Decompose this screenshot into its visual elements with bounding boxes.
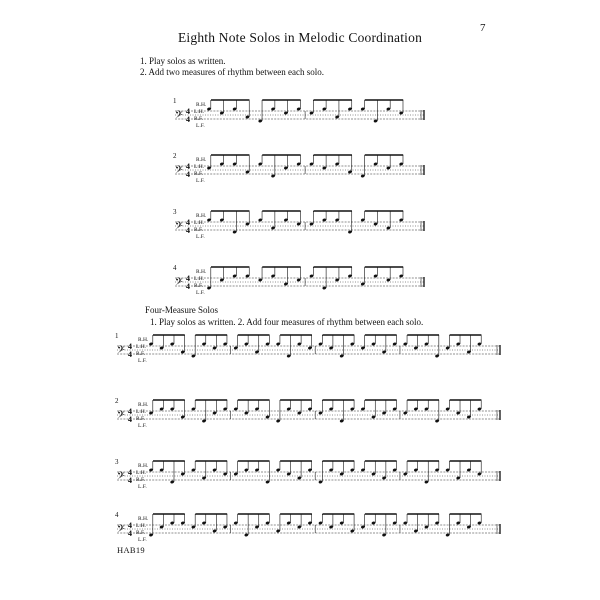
time-signature-top: 4 <box>128 342 132 351</box>
limb-label-lf: L.F. <box>138 358 147 364</box>
limb-label-rf: R.F. <box>136 477 146 483</box>
bass-clef-icon: 𝄢 <box>117 470 125 484</box>
limb-label-lh: L.H. <box>194 109 205 115</box>
bass-clef-icon: 𝄢 <box>175 164 183 178</box>
page-number: 7 <box>480 22 486 34</box>
bass-clef-icon: 𝄢 <box>175 276 183 290</box>
limb-label-lh: L.H. <box>136 344 147 350</box>
time-signature-top: 4 <box>186 218 190 227</box>
limb-label-rf: R.F. <box>194 283 204 289</box>
instruction-2: 2. Add two measures of rhythm between each solo. <box>140 67 324 77</box>
section-instruction: 1. Play solos as written. 2. Add four measures of rhythm between each solo. <box>150 317 424 327</box>
exercise-number: 4 <box>115 511 119 519</box>
time-signature-bottom: 4 <box>186 282 190 291</box>
instruction-1: 1. Play solos as written. <box>140 56 226 66</box>
limb-label-lf: L.F. <box>196 290 205 296</box>
limb-label-lf: L.F. <box>196 123 205 129</box>
limb-label-rf: R.F. <box>136 351 146 357</box>
bass-clef-icon: 𝄢 <box>175 220 183 234</box>
section-heading: Four-Measure Solos <box>145 305 219 315</box>
time-signature-top: 4 <box>186 162 190 171</box>
time-signature-top: 4 <box>186 107 190 116</box>
limb-label-rf: R.F. <box>136 530 146 536</box>
limb-label-rf: R.F. <box>194 227 204 233</box>
limb-label-rh: R.H. <box>196 102 207 108</box>
limb-label-lf: L.F. <box>138 537 147 543</box>
bass-clef-icon: 𝄢 <box>117 344 125 358</box>
limb-label-lh: L.H. <box>194 220 205 226</box>
exercise-number: 2 <box>173 152 177 160</box>
page-title: Eighth Note Solos in Melodic Coordination <box>177 30 423 45</box>
bass-clef-icon: 𝄢 <box>117 409 125 423</box>
time-signature-bottom: 4 <box>186 115 190 124</box>
exercise-number: 3 <box>173 208 177 216</box>
time-signature-bottom: 4 <box>186 226 190 235</box>
limb-label-lf: L.F. <box>196 234 205 240</box>
footer-code: HAB19 <box>117 545 145 555</box>
bass-clef-icon: 𝄢 <box>117 523 125 537</box>
limb-label-rf: R.F. <box>136 416 146 422</box>
exercise-number: 2 <box>115 397 119 405</box>
time-signature-top: 4 <box>128 407 132 416</box>
limb-label-rh: R.H. <box>138 516 149 522</box>
limb-label-lh: L.H. <box>136 470 147 476</box>
limb-label-lf: L.F. <box>138 423 147 429</box>
limb-label-lf: L.F. <box>196 178 205 184</box>
limb-label-rh: R.H. <box>196 213 207 219</box>
time-signature-bottom: 4 <box>128 476 132 485</box>
limb-label-rh: R.H. <box>196 157 207 163</box>
limb-label-rh: R.H. <box>138 463 149 469</box>
time-signature-bottom: 4 <box>128 350 132 359</box>
limb-label-lh: L.H. <box>136 409 147 415</box>
limb-label-lh: L.H. <box>136 523 147 529</box>
limb-label-rf: R.F. <box>194 116 204 122</box>
limb-label-lf: L.F. <box>138 484 147 490</box>
exercise-number: 3 <box>115 458 119 466</box>
limb-label-rf: R.F. <box>194 171 204 177</box>
time-signature-top: 4 <box>128 468 132 477</box>
limb-label-rh: R.H. <box>138 402 149 408</box>
limb-label-rh: R.H. <box>138 337 149 343</box>
exercise-number: 4 <box>173 264 177 272</box>
time-signature-bottom: 4 <box>186 170 190 179</box>
bass-clef-icon: 𝄢 <box>175 109 183 123</box>
exercise-number: 1 <box>115 332 119 340</box>
exercise-number: 1 <box>173 97 177 105</box>
time-signature-top: 4 <box>186 274 190 283</box>
limb-label-lh: L.H. <box>194 276 205 282</box>
time-signature-bottom: 4 <box>128 415 132 424</box>
limb-label-lh: L.H. <box>194 164 205 170</box>
time-signature-top: 4 <box>128 521 132 530</box>
limb-label-rh: R.H. <box>196 269 207 275</box>
time-signature-bottom: 4 <box>128 529 132 538</box>
